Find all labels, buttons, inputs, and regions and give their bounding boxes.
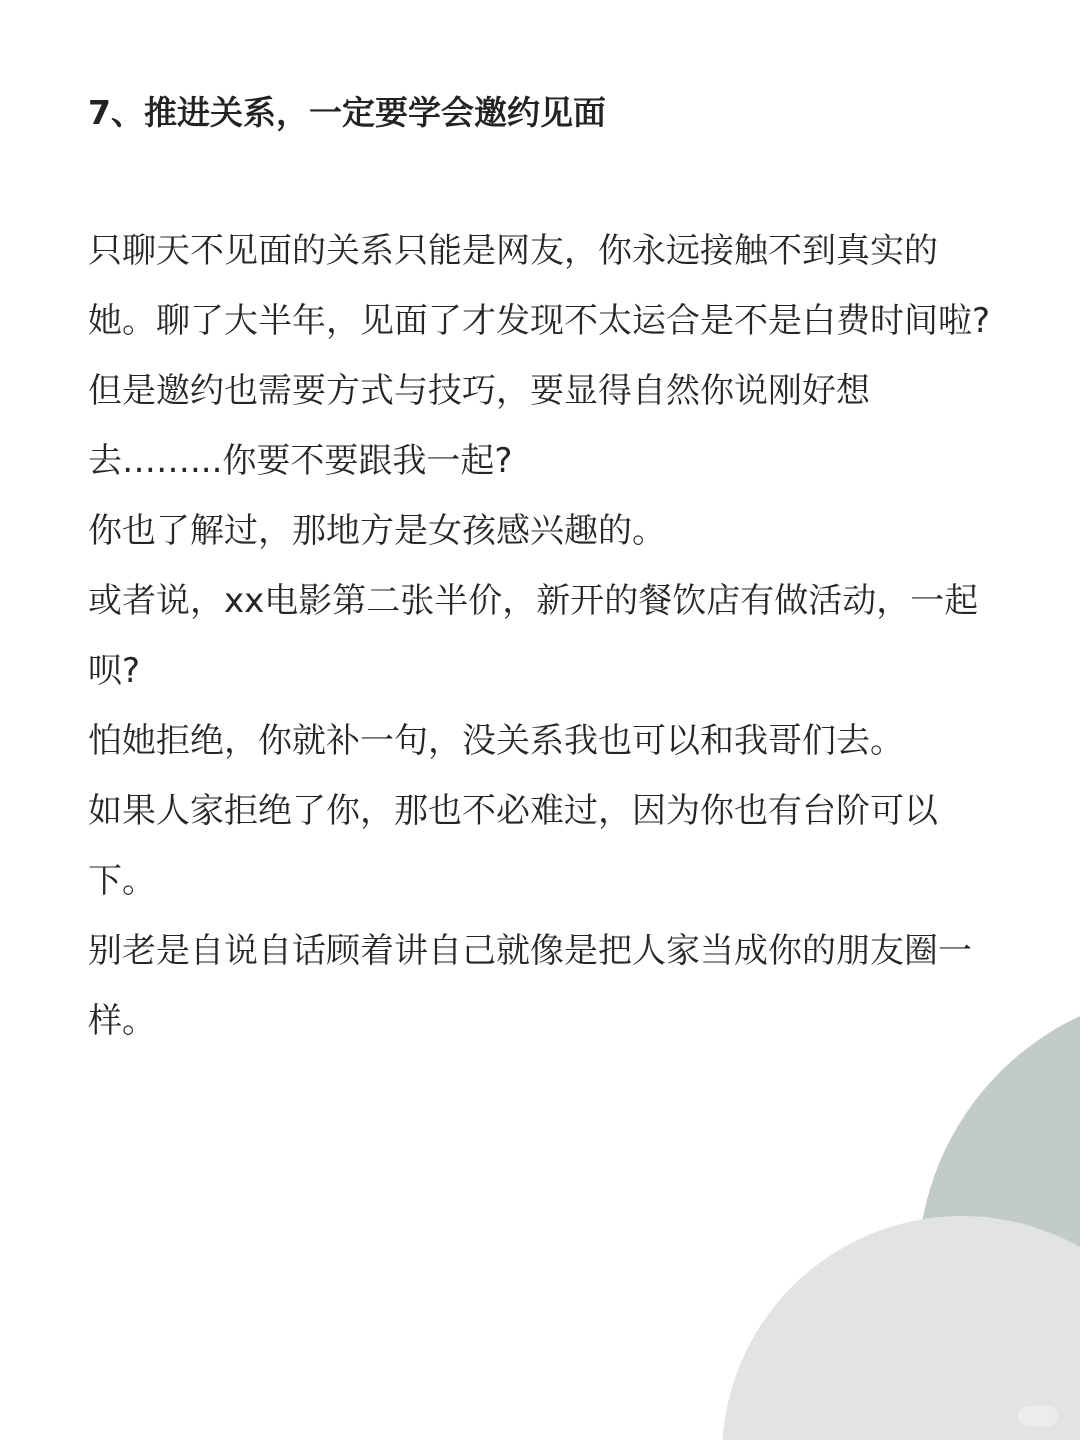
paragraph-3: 你也了解过，那地方是女孩感兴趣的。 xyxy=(88,511,666,551)
paragraph-7: 别老是自说自话顾着讲自己就像是把人家当成你的朋友圈一样。 xyxy=(88,931,972,1041)
article-heading: 7、推进关系，一定要学会邀约见面 xyxy=(88,93,606,132)
paragraph-5: 怕她拒绝，你就补一句，没关系我也可以和我哥们去。 xyxy=(88,721,904,761)
paragraph-1: 只聊天不见面的关系只能是网友，你永远接触不到真实的她。聊了大半年，见面了才发现不太运合是不是白费时间啦? xyxy=(88,231,991,341)
paragraph-6: 如果人家拒绝了你，那也不必难过，因为你也有台阶可以下。 xyxy=(88,791,938,901)
article-body xyxy=(88,216,998,1056)
paragraph-2: 但是邀约也需要方式与技巧，要显得自然你说刚好想去……...你要不要跟我一起? xyxy=(88,371,870,481)
watermark xyxy=(1018,1406,1058,1426)
paragraph-4: 或者说，xx电影第二张半价，新开的餐饮店有做活动，一起呗? xyxy=(88,581,979,691)
